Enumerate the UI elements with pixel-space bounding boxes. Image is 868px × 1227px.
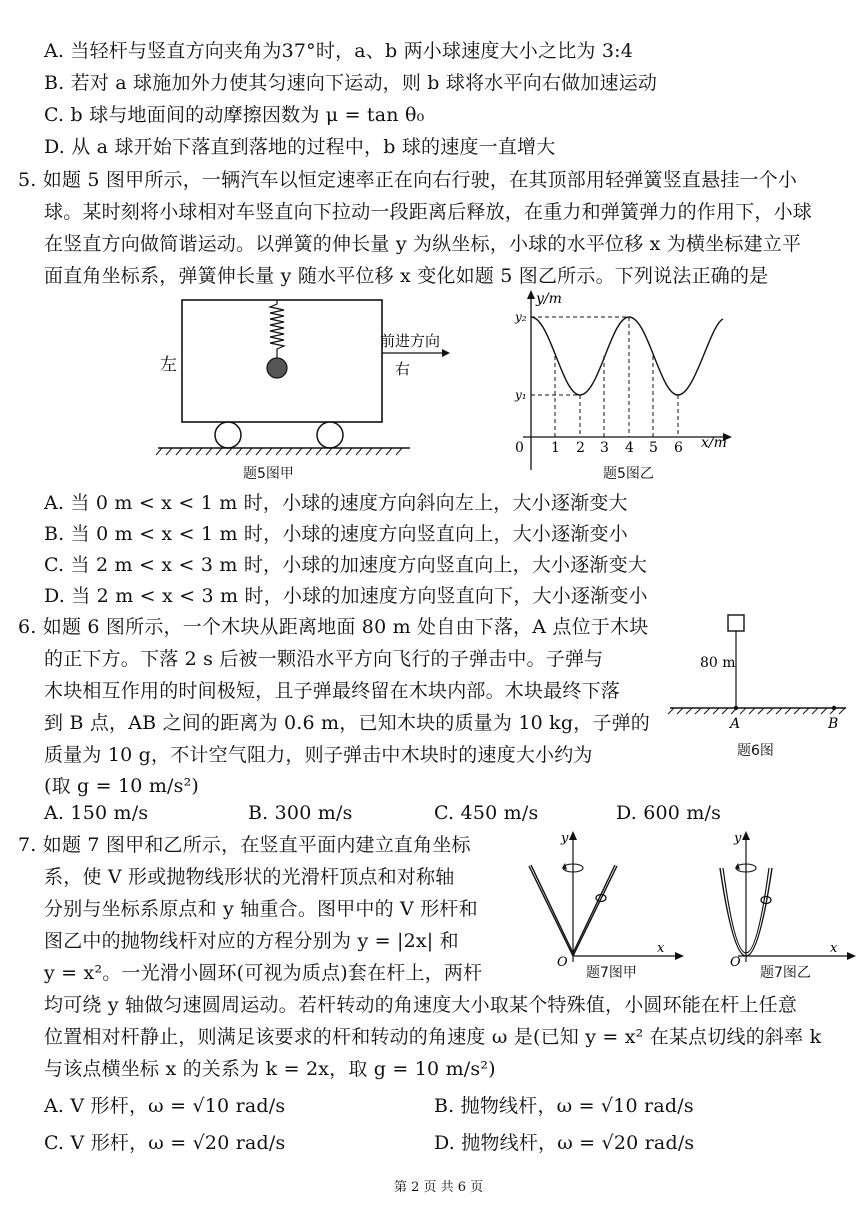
figure-7b-caption: 题7图乙 xyxy=(760,965,811,981)
q6-stem-line: 木块相互作用的时间极短，且子弹最终留在木块内部。木块最终下落 xyxy=(44,680,621,702)
q6-option-a: A. 150 m/s xyxy=(44,802,149,824)
x-axis-label: x/m xyxy=(701,435,727,451)
y-axis-label: y xyxy=(561,831,569,846)
q7-stem-line: 均可绕 y 轴做匀速圆周运动。若杆转动的角速度大小取某个特殊值，小圆环能在杆上任意 xyxy=(44,994,798,1016)
q6-stem-line: 质量为 10 g，不计空气阻力，则子弹击中木块时的速度大小约为 xyxy=(44,744,593,766)
x-axis-label: x xyxy=(657,941,665,956)
q4-option-c: C. b 球与地面间的动摩擦因数为 μ = tan θ₀ xyxy=(44,104,425,126)
tick-label: 3 xyxy=(600,440,609,456)
q5-stem-line: 在竖直方向做简谐运动。以弹簧的伸长量 y 为纵坐标，小球的水平位移 x 为横坐标建立平 xyxy=(44,233,802,255)
direction-label: 前进方向 xyxy=(380,332,441,350)
origin-label: 0 xyxy=(515,440,524,456)
y-axis-label: y xyxy=(734,831,742,846)
q7-option-a: A. V 形杆，ω = √10 rad/s xyxy=(44,1095,286,1117)
x-axis-label: x xyxy=(830,941,838,956)
q7-stem-line: 图乙中的抛物线杆对应的方程分别为 y = |2x| 和 xyxy=(44,930,459,952)
q7-option-d: D. 抛物线杆，ω = √20 rad/s xyxy=(434,1132,695,1154)
figure-7b-parabola-rod xyxy=(708,828,858,968)
q5-option-b: B. 当 0 m < x < 1 m 时，小球的速度方向竖直向上，大小逐渐变小 xyxy=(44,523,628,545)
height-label: 80 m xyxy=(700,655,736,671)
q5-option-c: C. 当 2 m < x < 3 m 时，小球的加速度方向竖直向上，大小逐渐变大 xyxy=(44,554,648,576)
q5-option-a: A. 当 0 m < x < 1 m 时，小球的速度方向斜向左上，大小逐渐变大 xyxy=(44,492,628,514)
y1-label: y₁ xyxy=(515,388,527,402)
q7-stem-line: 7. 如题 7 图甲和乙所示，在竖直平面内建立直角坐标 xyxy=(18,834,471,856)
origin-label: O xyxy=(557,955,568,968)
y-axis-label: y/m xyxy=(536,291,562,307)
figure-5b-caption: 题5图乙 xyxy=(603,466,654,482)
figure-7a-v-rod xyxy=(525,828,685,968)
tick-label: 1 xyxy=(551,440,560,456)
q6-stem-line: 到 B 点，AB 之间的距离为 0.6 m，已知木块的质量为 10 kg，子弹的 xyxy=(44,712,651,734)
page-number: 第 2 页 共 6 页 xyxy=(394,1180,484,1195)
q7-stem-line: 位置相对杆静止，则满足该要求的杆和转动的角速度 ω 是(已知 y = x² 在某点切线的斜率 k xyxy=(44,1026,822,1048)
figure-6-fall xyxy=(666,610,856,740)
q4-option-d: D. 从 a 球开始下落直到落地的过程中，b 球的速度一直增大 xyxy=(44,136,556,158)
q5-stem-line: 5. 如题 5 图甲所示，一辆汽车以恒定速率正在向右行驶，在其顶部用轻弹簧竖直悬挂一个小 xyxy=(18,169,798,191)
q7-stem-line: 系，使 V 形或抛物线形状的光滑杆顶点和对称轴 xyxy=(44,866,455,888)
q6-stem-line: 的正下方。下落 2 s 后被一颗沿水平方向飞行的子弹击中。子弹与 xyxy=(44,648,604,670)
q6-stem-line: (取 g = 10 m/s²) xyxy=(44,775,200,797)
q5-stem-line: 面直角坐标系，弹簧伸长量 y 随水平位移 x 变化如题 5 图乙所示。下列说法正确的是 xyxy=(44,265,769,287)
y2-label: y₂ xyxy=(515,310,527,324)
q6-option-d: D. 600 m/s xyxy=(616,802,722,824)
q7-option-c: C. V 形杆，ω = √20 rad/s xyxy=(44,1132,286,1154)
tick-label: 2 xyxy=(576,440,585,456)
q5-option-d: D. 当 2 m < x < 3 m 时，小球的加速度方向竖直向下，大小逐渐变小 xyxy=(44,585,648,607)
point-a-label: A xyxy=(730,716,741,732)
q7-stem-line: y = x²。一光滑小圆环(可视为质点)套在杆上，两杆 xyxy=(44,962,483,984)
origin-label: O xyxy=(730,955,741,968)
tick-label: 5 xyxy=(649,440,658,456)
point-b-label: B xyxy=(828,716,839,732)
right-label: 右 xyxy=(395,360,411,378)
q6-option-b: B. 300 m/s xyxy=(248,802,353,824)
q6-stem-line: 6. 如题 6 图所示，一个木块从距离地面 80 m 处自由下落，A 点位于木块 xyxy=(18,616,649,638)
q7-stem-line: 与该点横坐标 x 的关系为 k = 2x，取 g = 10 m/s²) xyxy=(44,1058,496,1080)
q5-stem-line: 球。某时刻将小球相对车竖直向下拉动一段距离后释放，在重力和弹簧弹力的作用下，小球 xyxy=(44,201,813,223)
figure-5a-car xyxy=(150,290,460,470)
figure-7a-caption: 题7图甲 xyxy=(586,965,637,981)
q7-stem-line: 分别与坐标系原点和 y 轴重合。图甲中的 V 形杆和 xyxy=(44,898,478,920)
figure-5b-graph xyxy=(505,285,735,475)
figure-6-caption: 题6图 xyxy=(737,743,774,759)
q4-option-b: B. 若对 a 球施加外力使其匀速向下运动，则 b 球将水平向右做加速运动 xyxy=(44,72,658,94)
left-label: 左 xyxy=(160,355,177,375)
tick-label: 6 xyxy=(674,440,683,456)
tick-label: 4 xyxy=(625,440,634,456)
figure-5a-caption: 题5图甲 xyxy=(243,466,294,482)
q7-option-b: B. 抛物线杆，ω = √10 rad/s xyxy=(434,1095,694,1117)
q6-option-c: C. 450 m/s xyxy=(434,802,539,824)
q4-option-a: A. 当轻杆与竖直方向夹角为37°时，a、b 两小球速度大小之比为 3:4 xyxy=(44,40,634,62)
